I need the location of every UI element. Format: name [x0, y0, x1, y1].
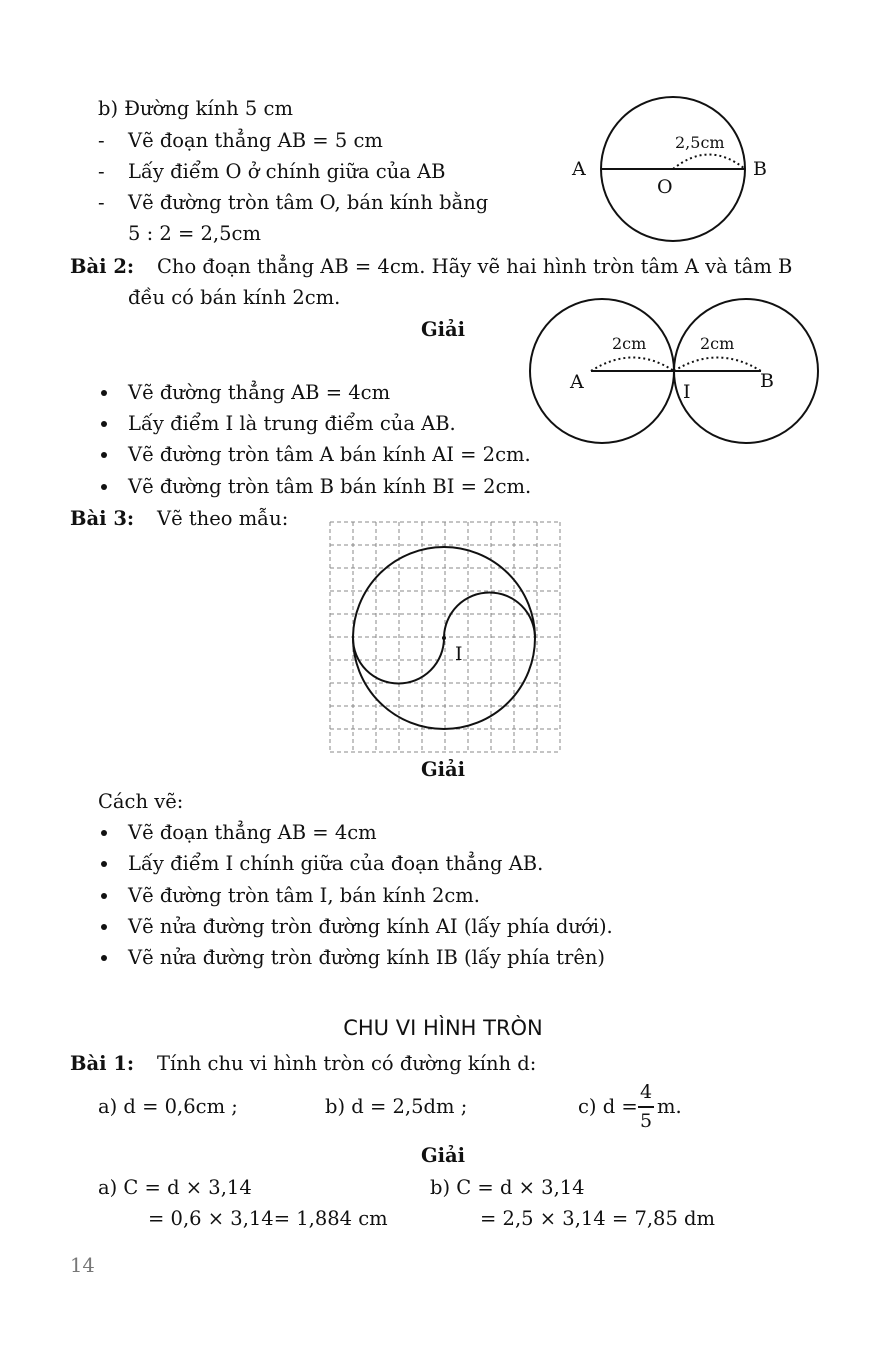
grid-pattern-figure: [330, 522, 562, 754]
bai2-label: Bài 2:: [70, 255, 135, 278]
label-b: B: [753, 158, 767, 180]
part-b-step-3: Vẽ đường tròn tâm O, bán kính bằng: [128, 191, 489, 214]
bai2-text-2: đều có bán kính 2cm.: [128, 286, 341, 309]
bai3-intro: Cách vẽ:: [98, 790, 184, 813]
bai1-solution-heading: Giải: [420, 1144, 466, 1167]
bai2-step-3: Vẽ đường tròn tâm A bán kính AI = 2cm.: [128, 443, 531, 466]
dash-marker: -: [98, 129, 105, 152]
bullet: [101, 955, 107, 961]
radius-label: 2,5cm: [675, 133, 725, 152]
fraction-denominator: 5: [639, 1110, 653, 1132]
label-o: O: [657, 176, 673, 198]
bai1-solution-a-2: = 0,6 × 3,14= 1,884 cm: [148, 1207, 388, 1230]
radius-label-1: 2cm: [612, 334, 647, 353]
bullet: [101, 452, 107, 458]
part-b-step-1: Vẽ đoạn thẳng AB = 5 cm: [128, 129, 383, 152]
page-number: 14: [70, 1254, 95, 1277]
bai2-text-1: Cho đoạn thẳng AB = 4cm. Hãy vẽ hai hình tròn tâm A và tâm B: [157, 255, 793, 278]
bai1-label: Bài 1:: [70, 1052, 135, 1075]
section-title: CHU VI HÌNH TRÒN: [343, 1016, 543, 1040]
fraction-numerator: 4: [639, 1081, 653, 1103]
two-circles-figure: [525, 290, 825, 450]
bai1-part-c-prefix: c) d =: [578, 1095, 638, 1118]
bai1-solution-a-1: a) C = d × 3,14: [98, 1176, 252, 1199]
bai2-step-2: Lấy điểm I là trung điểm của AB.: [128, 412, 456, 435]
bullet: [101, 390, 107, 396]
bai1-text: Tính chu vi hình tròn có đường kính d:: [157, 1052, 537, 1075]
bai3-step-1: Vẽ đoạn thẳng AB = 4cm: [128, 821, 377, 844]
bai2-step-1: Vẽ đường thẳng AB = 4cm: [128, 381, 391, 404]
label-b: B: [760, 370, 774, 392]
part-b-step-2: Lấy điểm O ở chính giữa của AB: [128, 160, 446, 183]
bai3-label: Bài 3:: [70, 507, 135, 530]
bai1-part-a: a) d = 0,6cm ;: [98, 1095, 238, 1118]
circle-o-figure: [560, 90, 780, 250]
dash-marker: -: [98, 160, 105, 183]
bai1-solution-b-1: b) C = d × 3,14: [430, 1176, 585, 1199]
bai1-part-b: b) d = 2,5dm ;: [325, 1095, 468, 1118]
bullet: [101, 861, 107, 867]
part-b-step-3-cont: 5 : 2 = 2,5cm: [128, 222, 261, 245]
bullet: [101, 830, 107, 836]
label-a: A: [572, 158, 586, 180]
bullet: [101, 421, 107, 427]
bai1-part-c-unit: m.: [657, 1095, 682, 1118]
bullet: [101, 893, 107, 899]
part-b-heading: b) Đường kính 5 cm: [98, 97, 293, 120]
label-i: I: [683, 381, 691, 403]
bai3-text: Vẽ theo mẫu:: [157, 507, 289, 530]
bai1-solution-b-2: = 2,5 × 3,14 = 7,85 dm: [480, 1207, 716, 1230]
bullet: [101, 484, 107, 490]
fraction-bar: [638, 1106, 654, 1108]
dash-marker: -: [98, 191, 105, 214]
bai2-step-4: Vẽ đường tròn tâm B bán kính BI = 2cm.: [128, 475, 532, 498]
label-i: I: [455, 643, 463, 665]
bai3-step-4: Vẽ nửa đường tròn đường kính AI (lấy phía dưới).: [128, 915, 613, 938]
bai3-step-3: Vẽ đường tròn tâm I, bán kính 2cm.: [128, 884, 480, 907]
label-a: A: [570, 371, 584, 393]
bai3-step-5: Vẽ nửa đường tròn đường kính IB (lấy phía trên): [128, 946, 606, 969]
bullet: [101, 924, 107, 930]
radius-label-2: 2cm: [700, 334, 735, 353]
bai3-step-2: Lấy điểm I chính giữa của đoạn thẳng AB.: [128, 852, 544, 875]
bai2-solution-heading: Giải: [420, 318, 466, 341]
bai3-solution-heading: Giải: [420, 758, 466, 781]
